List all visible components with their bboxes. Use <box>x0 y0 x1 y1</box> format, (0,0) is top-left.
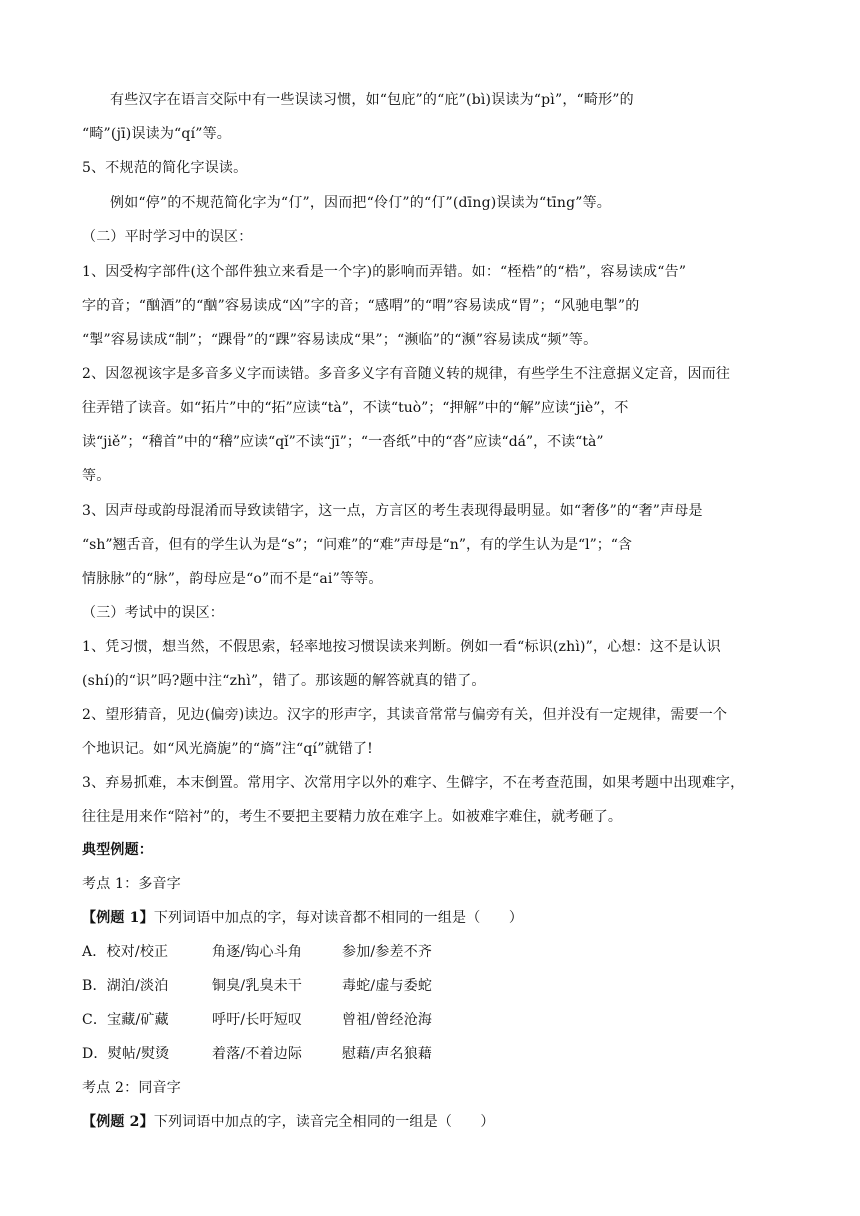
paragraph-line: 1、因受构字部件(这个部件独立来看是一个字)的影响而弄错。如：“桎梏”的“梏”，容易读成“告” <box>82 264 687 280</box>
paragraph-line: 3、弃易抓难，本末倒置。常用字、次常用字以外的难字、生僻字，不在考查范围，如果考题中出现难字， <box>82 775 745 791</box>
option-b <box>82 976 782 996</box>
numbered-heading: 5、不规范的简化字误读。 <box>82 160 248 176</box>
option-pair: 着落/不着边际 <box>212 1046 303 1062</box>
typical-examples-heading: 典型例题： <box>82 842 153 858</box>
paragraph-line: “sh”翘舌音，但有的学生认为是“s”；“问难”的“难”声母是“n”，有的学生认为是“l”；“含 <box>82 537 632 553</box>
paragraph-line: 字的音；“酗酒”的“酗”容易读成“凶”字的音；“感喟”的“喟”容易读成“胃”；“风驰电掣”的 <box>82 298 640 314</box>
option-pair: D．熨帖/熨烫 <box>82 1046 170 1062</box>
option-a <box>82 942 782 962</box>
example-1-question <box>82 908 782 928</box>
paragraph-line: 1、凭习惯，想当然，不假思索，轻率地按习惯误读来判断。例如一看“标识(zhì)”，心想：这不是认识 <box>82 639 721 655</box>
option-pair: 参加/参差不齐 <box>342 944 433 960</box>
example-label: 【例题 2】 <box>82 1114 154 1130</box>
paragraph-line: (shí)的“识”吗?题中注“zhì”，错了。那该题的解答就真的错了。 <box>82 673 486 689</box>
option-pair: 慰藉/声名狼藉 <box>342 1046 433 1062</box>
option-d <box>82 1044 782 1064</box>
option-c <box>82 1010 782 1030</box>
paragraph-line: 等。 <box>82 468 111 484</box>
option-pair: 角逐/钩心斗角 <box>212 944 303 960</box>
paragraph-line: 2、因忽视该字是多音多义字而读错。多音多义字有音随义转的规律，有些学生不注意据义定音，因而往 <box>82 366 731 382</box>
paragraph-line: 2、望形猜音，见边(偏旁)读边。汉字的形声字，其读音常常与偏旁有关，但并没有一定规律，需要一个 <box>82 707 728 723</box>
paragraph-line: 例如“停”的不规范简化字为“仃”，因而把“伶仃”的“仃”(dīng)误读为“tīng”等。 <box>110 195 611 211</box>
question-text: 下列词语中加点的字，每对读音都不相同的一组是（ ） <box>153 910 524 926</box>
paragraph-line: 3、因声母或韵母混淆而导致读错字，这一点，方言区的考生表现得最明显。如“奢侈”的“奢”声母是 <box>82 503 703 519</box>
paragraph-line: 个地识记。如“风光旖旎”的“旖”注“qí”就错了! <box>82 741 374 757</box>
option-pair: 毒蛇/虚与委蛇 <box>342 978 433 994</box>
option-pair: A．校对/校正 <box>82 944 169 960</box>
section-heading: （二）平时学习中的误区： <box>82 229 253 245</box>
paragraph-line: 有些汉字在语言交际中有一些误读习惯，如“包庇”的“庇”(bì)误读为“pì”，“畸形”的 <box>110 92 634 108</box>
exam-point-heading: 考点 1：多音字 <box>82 876 181 892</box>
option-pair: 呼吁/长吁短叹 <box>212 1012 303 1028</box>
paragraph-line: 往往是用来作“陪衬”的，考生不要把主要精力放在难字上。如被难字难住，就考砸了。 <box>82 809 623 825</box>
option-pair: C．宝藏/矿藏 <box>82 1012 169 1028</box>
question-text: 下列词语中加点的字，读音完全相同的一组是（ ） <box>153 1114 495 1130</box>
example-label: 【例题 1】 <box>82 910 154 926</box>
option-pair: 铜臭/乳臭未干 <box>212 978 303 994</box>
section-heading: （三）考试中的误区： <box>82 605 224 621</box>
option-pair: B．湖泊/淡泊 <box>82 978 169 994</box>
exam-point-heading: 考点 2：同音字 <box>82 1080 181 1096</box>
paragraph-line: 读“jiě”；“稽首”中的“稽”应读“qǐ”不读“jī”；“一沓纸”中的“沓”应读“dá”，不读“tà” <box>82 434 604 450</box>
paragraph-line: “畸”(jī)误读为“qí”等。 <box>82 126 232 142</box>
paragraph-line: 往弄错了读音。如“拓片”中的“拓”应读“tà”，不读“tuò”；“押解”中的“解”应读“jiè”，不 <box>82 400 629 416</box>
option-pair: 曾祖/曾经沧海 <box>342 1012 433 1028</box>
paragraph-line: “掣”容易读成“制”；“踝骨”的“踝”容易读成“果”；“濒临”的“濒”容易读成“频”等。 <box>82 332 598 348</box>
example-2-question <box>82 1112 782 1132</box>
paragraph-line: 情脉脉”的“脉”，韵母应是“o”而不是“ai”等等。 <box>82 571 383 587</box>
